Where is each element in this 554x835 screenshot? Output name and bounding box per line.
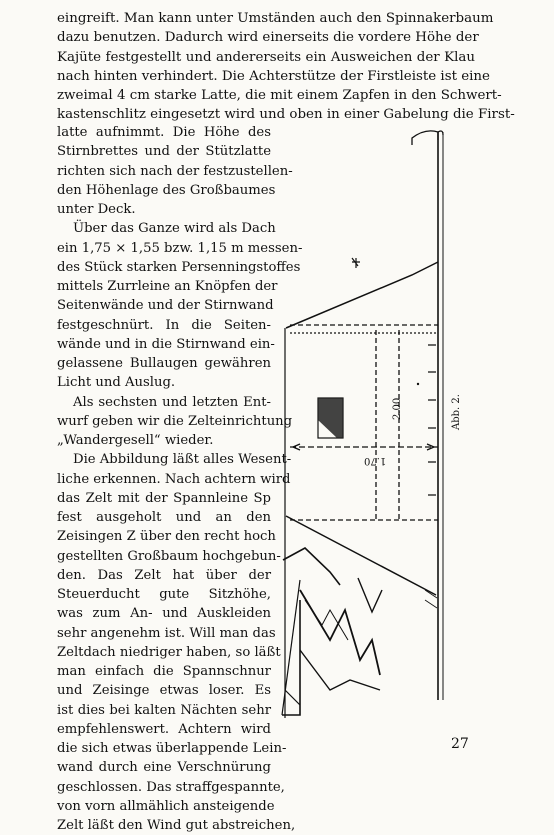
text-line: den Höhenlage des Großbaumes xyxy=(57,182,276,198)
text-line: Stirnbrettes und der Stützlatte xyxy=(57,144,271,160)
height-dimension-label: 2.00 xyxy=(392,397,403,420)
text-line: Über das Ganze wird als Dach xyxy=(73,221,276,237)
text-line: Steuerducht gute Sitzhöhe, xyxy=(57,587,271,602)
text-line: ist dies bei kalten Nächten sehr xyxy=(57,702,271,718)
text-line: Zelt läßt den Wind gut abstreichen, xyxy=(57,818,296,833)
text-line: Licht und Auslug. xyxy=(57,375,176,391)
text-line: unter Deck. xyxy=(57,202,136,217)
text-line: festgeschnürt. In die Seiten- xyxy=(57,317,271,333)
text-line: latte aufnimmt. Die Höhe des xyxy=(57,125,271,140)
text-line: empfehlenswert. Achtern wird xyxy=(57,721,271,737)
text-line: Kajüte festgestellt und andererseits ein Ausweichen der Klau xyxy=(57,49,475,65)
text-line: geschlossen. Das straffgespannte, xyxy=(57,779,285,795)
text-line: sehr angenehm ist. Will man das xyxy=(57,625,276,641)
text-line: nach hinten verhindert. Die Achterstütze der Firstleiste ist eine xyxy=(57,68,490,84)
text-line: fest ausgeholt und an den xyxy=(57,510,271,525)
text-line: wurf geben wir die Zelteinrichtung xyxy=(57,413,293,429)
text-line: den. Das Zelt hat über der xyxy=(57,567,271,583)
page-number: 27 xyxy=(451,736,469,752)
text-line: Als sechsten und letzten Ent- xyxy=(73,394,271,410)
text-line: gestellten Großbaum hochgebun- xyxy=(57,548,281,564)
text-line: zweimal 4 cm starke Latte, die mit einem Zapfen in den Schwert- xyxy=(57,88,502,104)
text-line: wände und in die Stirnwand ein- xyxy=(57,336,275,352)
text-line: ein 1,75 × 1,55 bzw. 1,15 m messen- xyxy=(57,240,303,256)
text-line: und Zeisinge etwas loser. Es xyxy=(57,683,271,699)
text-line: was zum An- und Auskleiden xyxy=(57,606,271,622)
text-line: dazu benutzen. Dadurch wird einerseits die vordere Höhe der xyxy=(57,30,479,46)
text-line: gelassene Bullaugen gewähren xyxy=(57,356,271,371)
figure-caption: Abb. 2. xyxy=(451,394,462,430)
text-line: das Zelt mit der Spannleine Sp xyxy=(57,490,271,506)
text-line: liche erkennen. Nach achtern wird xyxy=(57,471,291,487)
text-line: richten sich nach der festzustellen- xyxy=(57,163,293,179)
text-line: Die Abbildung läßt alles Wesent- xyxy=(73,452,292,468)
text-line: mittels Zurrleine an Knöpfen der xyxy=(57,279,278,294)
text-line: Zeltdach niedriger haben, so läßt xyxy=(57,644,281,660)
text-line: wand durch eine Verschnürung xyxy=(57,760,271,776)
text-line: Zeisingen Z über den recht hoch xyxy=(57,529,276,545)
text-line: eingreift. Man kann unter Umständen auch den Spinnakerbaum xyxy=(57,11,494,26)
text-line: die sich etwas überlappende Lein- xyxy=(57,741,287,756)
text-line: man einfach die Spannschnur xyxy=(57,664,271,679)
text-line: des Stück starken Persenningstoffes xyxy=(57,259,301,275)
width-dimension-label: 1.70 xyxy=(364,455,387,466)
text-line: von vorn allmählich ansteigende xyxy=(57,798,275,814)
text-line: Seitenwände und der Stirnwand xyxy=(57,298,274,314)
text-line: kastenschlitz eingesetzt wird und oben in einer Gabelung die First- xyxy=(57,107,515,123)
text-line: „Wandergesell“ wieder. xyxy=(57,433,214,448)
